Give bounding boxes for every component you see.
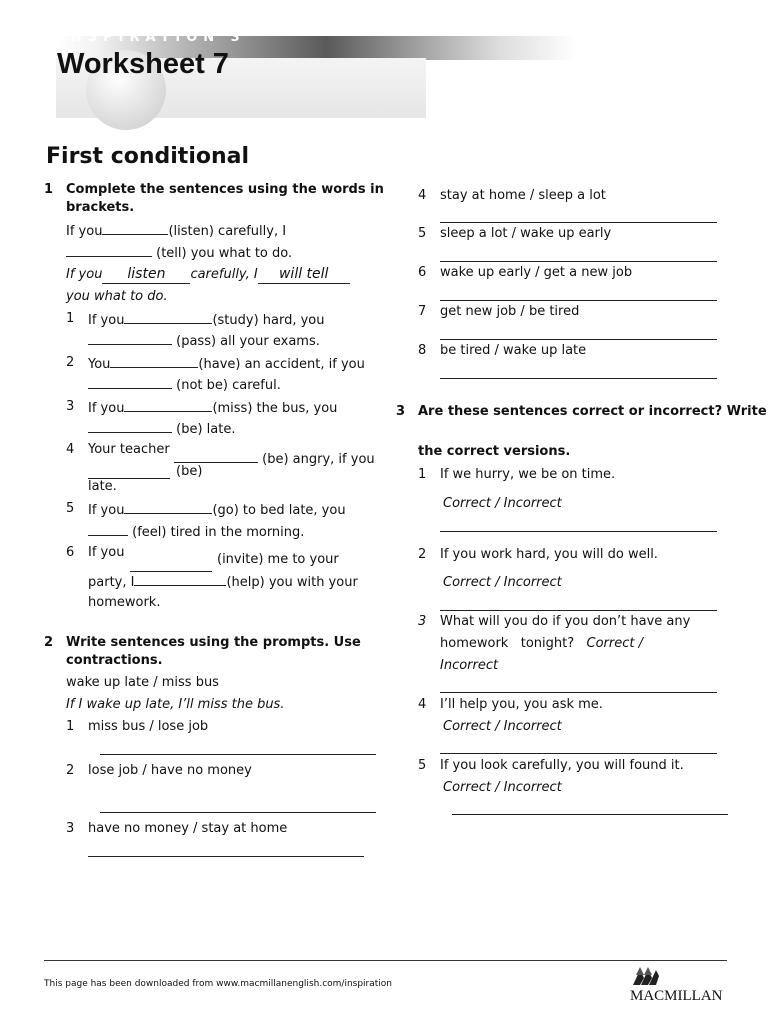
item-number: 8 [418, 343, 427, 358]
item-number: 6 [66, 545, 75, 560]
item-number: 5 [418, 758, 427, 773]
example-sentence: If you (listen) carefully, I [66, 224, 287, 239]
prompt-text: have no money / stay at home [88, 821, 288, 836]
macmillan-logo-icon [632, 966, 660, 986]
incorrect-option[interactable]: Incorrect [503, 496, 562, 511]
exercise-number: 3 [396, 404, 406, 419]
correct-option[interactable]: Correct [443, 780, 491, 795]
item-number: 2 [418, 547, 427, 562]
prompt-text: lose job / have no money [88, 763, 252, 778]
answer-line[interactable] [440, 261, 717, 262]
example-answer: If you listen carefully, I will tell [66, 266, 350, 284]
answer-line[interactable] [100, 754, 376, 755]
item-number: 4 [418, 188, 427, 203]
answer-blank[interactable] [110, 355, 198, 368]
sentence-text: I’ll help you, you ask me. [440, 697, 603, 712]
item-number: 4 [66, 442, 75, 457]
correct-incorrect-choice: Correct / Incorrect [443, 575, 562, 590]
prompt-text: stay at home / sleep a lot [440, 188, 606, 203]
handwritten-answer: listen [127, 266, 166, 282]
handwritten-answer: will tell [278, 266, 329, 282]
incorrect-option[interactable]: Incorrect [503, 780, 562, 795]
incorrect-option[interactable]: Incorrect [503, 575, 562, 590]
section-title: First conditional [46, 144, 250, 169]
item-number: 5 [418, 226, 427, 241]
correct-incorrect-choice: Correct / Incorrect [443, 780, 562, 795]
item-number: 3 [418, 614, 427, 629]
item-number: 6 [418, 265, 427, 280]
example-prompt: wake up late / miss bus [66, 675, 219, 690]
item-number: 4 [418, 697, 427, 712]
example-sentence: (tell) you what to do. [66, 244, 292, 262]
item-number: 7 [418, 304, 427, 319]
correct-option[interactable]: Correct [586, 636, 635, 651]
sentence-text: homework tonight? Correct / [440, 636, 644, 651]
answer-line[interactable] [440, 610, 717, 611]
footer-download-note: This page has been downloaded from www.macmillanenglish.com/inspiration [44, 979, 393, 989]
answer-blank-filled [102, 266, 190, 284]
answer-line[interactable] [440, 222, 717, 223]
exercise-item: (pass) all your exams. [88, 332, 320, 350]
exercise-instruction: contractions. [66, 653, 163, 668]
item-number: 1 [66, 719, 75, 734]
example-answer: you what to do. [66, 289, 168, 304]
exercise-item: (not be) careful. [88, 376, 281, 394]
item-number: 3 [66, 821, 75, 836]
answer-blank[interactable] [124, 399, 212, 412]
exercise-instruction: Complete the sentences using the words in [66, 182, 384, 197]
exercise-item: If you [88, 545, 125, 560]
exercise-item: If you (miss) the bus, you [88, 401, 338, 416]
correct-option[interactable]: Correct [443, 575, 491, 590]
exercise-item: If you (study) hard, you [88, 313, 325, 328]
exercise-instruction: the correct versions. [418, 444, 571, 459]
item-number: 2 [66, 355, 75, 370]
answer-blank-filled [258, 266, 350, 284]
prompt-text: sleep a lot / wake up early [440, 226, 612, 241]
exercise-number: 1 [44, 182, 54, 197]
publisher-name: MACMILLAN [630, 988, 723, 1004]
answer-blank[interactable] [88, 420, 172, 433]
answer-blank[interactable] [124, 311, 212, 324]
answer-line[interactable] [440, 692, 717, 693]
answer-line[interactable] [440, 531, 717, 532]
item-number: 5 [66, 501, 75, 516]
answer-blank[interactable] [66, 244, 152, 257]
example-answer: If I wake up late, I’ll miss the bus. [66, 697, 285, 712]
exercise-item: (be) late. [88, 420, 235, 438]
prompt-text: wake up early / get a new job [440, 265, 633, 280]
answer-blank[interactable] [130, 571, 212, 572]
exercise-instruction: Write sentences using the prompts. Use [66, 635, 361, 650]
answer-blank[interactable] [88, 523, 128, 536]
exercise-item: (feel) tired in the morning. [88, 523, 304, 541]
answer-line[interactable] [440, 300, 717, 301]
footer-divider [44, 960, 727, 961]
exercise-item: homework. [88, 595, 161, 610]
correct-option[interactable]: Correct [443, 496, 491, 511]
incorrect-option[interactable]: Incorrect [440, 658, 499, 673]
answer-blank[interactable] [88, 332, 172, 345]
series-label: INSPIRATION 3 [60, 30, 246, 45]
correct-incorrect-choice: Correct / Incorrect [443, 719, 562, 734]
exercise-item: (invite) me to your [217, 552, 339, 567]
incorrect-option[interactable]: Incorrect [503, 719, 562, 734]
answer-line[interactable] [440, 339, 717, 340]
sentence-text: If we hurry, we be on time. [440, 467, 616, 482]
exercise-item: If you (go) to bed late, you [88, 503, 346, 518]
item-number: 2 [66, 763, 75, 778]
exercise-instruction: Are these sentences correct or incorrect? Write [418, 404, 767, 419]
item-number: 3 [66, 399, 75, 414]
answer-blank[interactable] [174, 450, 258, 463]
answer-blank[interactable] [88, 376, 172, 389]
answer-blank[interactable] [134, 573, 226, 586]
answer-blank[interactable] [124, 501, 212, 514]
item-number: 1 [66, 311, 75, 326]
exercise-item: late. [88, 479, 117, 494]
exercise-item: party, I (help) you with your [88, 575, 358, 590]
correct-incorrect-choice: Correct / Incorrect [443, 496, 562, 511]
exercise-instruction: brackets. [66, 200, 135, 215]
answer-blank[interactable] [102, 222, 168, 235]
sentence-text: If you work hard, you will do well. [440, 547, 658, 562]
exercise-item: (be) [176, 464, 203, 479]
answer-line[interactable] [100, 812, 376, 813]
sentence-text: If you look carefully, you will found it. [440, 758, 684, 773]
answer-line[interactable] [440, 753, 717, 754]
exercise-number: 2 [44, 635, 54, 650]
item-number: 1 [418, 467, 427, 482]
correct-option[interactable]: Correct [443, 719, 491, 734]
exercise-item: Your teacher [88, 442, 170, 457]
exercise-item: You (have) an accident, if you [88, 357, 365, 372]
answer-line[interactable] [88, 856, 364, 857]
answer-line[interactable] [440, 378, 717, 379]
worksheet-title: Worksheet 7 [57, 48, 229, 80]
prompt-text: be tired / wake up late [440, 343, 587, 358]
answer-line[interactable] [452, 814, 728, 815]
prompt-text: get new job / be tired [440, 304, 580, 319]
exercise-item: (be) angry, if you [174, 450, 375, 468]
sentence-text: What will you do if you don’t have any [440, 614, 691, 629]
prompt-text: miss bus / lose job [88, 719, 209, 734]
